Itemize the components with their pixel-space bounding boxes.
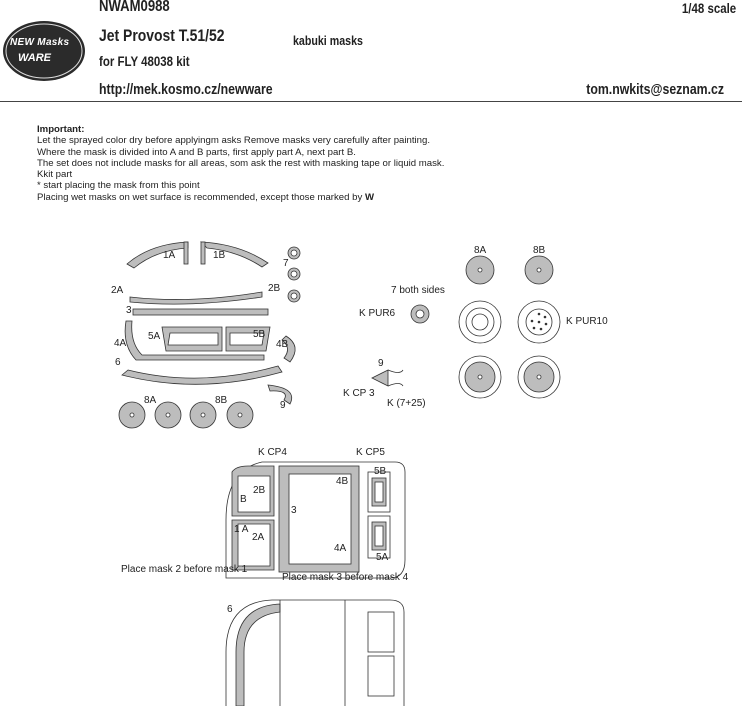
- label-8a: 8A: [144, 395, 157, 406]
- label-right-8a: 8A: [474, 245, 487, 256]
- caption-place-3: Place mask 3 before mask 4: [282, 572, 409, 583]
- website-link[interactable]: http://mek.kosmo.cz/newware: [99, 81, 273, 98]
- label-kcp5: K CP5: [356, 447, 385, 458]
- label-diag-6: 6: [227, 604, 233, 615]
- wet-marker: W: [364, 191, 375, 203]
- label-4b: 4B: [276, 339, 289, 350]
- label-right-9: 9: [378, 358, 384, 369]
- scale-label: 1/48 scale: [681, 0, 736, 16]
- canopy-masks: [122, 242, 295, 404]
- label-diag-2a: 2A: [252, 532, 265, 543]
- note-line: * start placing the mask from this point: [37, 180, 200, 192]
- label-1a: 1A: [163, 250, 176, 261]
- label-7: 7: [283, 258, 289, 269]
- instructions-notes: [37, 124, 444, 203]
- note-line: Where the mask is divided into A and B parts, first apply part A, next part B.: [37, 146, 356, 158]
- label-diag-1a: 1 A: [234, 524, 249, 535]
- label-diag-5b: 5B: [374, 466, 387, 477]
- label-kpur6: K PUR6: [359, 308, 396, 319]
- note-line: [37, 192, 444, 203]
- label-9: 9: [280, 400, 286, 411]
- logo-text-line2: WARE: [18, 52, 51, 64]
- label-diag-2b: 2B: [253, 485, 266, 496]
- wheel-masks-right: [372, 256, 560, 398]
- mask-8-wheels: [119, 402, 253, 428]
- label-1b: 1B: [213, 250, 226, 261]
- label-kpur10: K PUR10: [566, 316, 608, 327]
- label-5a: 5A: [148, 331, 161, 342]
- label-4a: 4A: [114, 338, 127, 349]
- label-kcp3: K CP 3: [343, 388, 375, 399]
- product-code: NWAM0988: [99, 0, 170, 15]
- label-diag-5a: 5A: [376, 552, 389, 563]
- caption-place-2: Place mask 2 before mask 1: [121, 564, 248, 575]
- label-diag-4b: 4B: [336, 476, 349, 487]
- email-link[interactable]: tom.nwkits@seznam.cz: [586, 81, 724, 98]
- label-k725: K (7+25): [387, 398, 426, 409]
- page-title: Jet Provost T.51/52: [99, 26, 225, 45]
- notes-heading: Important:: [37, 124, 85, 135]
- note-line: Let the sprayed color dry before applyingm asks Remove masks very carefully after painting.: [37, 135, 430, 147]
- title-subtitle: kabuki masks: [293, 33, 363, 48]
- label-kcp4: K CP4: [258, 447, 287, 458]
- label-8b: 8B: [215, 395, 228, 406]
- logo-text-line1: NEW Masks: [10, 37, 70, 48]
- note-line-text: Placing wet masks on wet surface is recommended, except those marked by: [37, 191, 363, 203]
- kit-label: for FLY 48038 kit: [99, 53, 190, 69]
- label-diag-4a: 4A: [334, 543, 347, 554]
- canopy-diagram-lower: [226, 600, 404, 706]
- label-both-sides: 7 both sides: [391, 285, 445, 296]
- label-5b: 5B: [253, 329, 266, 340]
- label-2a: 2A: [111, 285, 124, 296]
- label-diag-3: 3: [291, 505, 297, 516]
- note-line: The set does not include masks for all areas, som ask the rest with masking tape or liquid mask.: [37, 157, 445, 169]
- label-right-8b: 8B: [533, 245, 546, 256]
- newware-logo: [3, 21, 85, 81]
- note-line: Kkit part: [37, 169, 73, 181]
- label-2b: 2B: [268, 283, 281, 294]
- mask-7-circles: [288, 247, 300, 302]
- label-diag-b: B: [240, 494, 247, 505]
- label-3: 3: [126, 305, 132, 316]
- label-6: 6: [115, 357, 121, 368]
